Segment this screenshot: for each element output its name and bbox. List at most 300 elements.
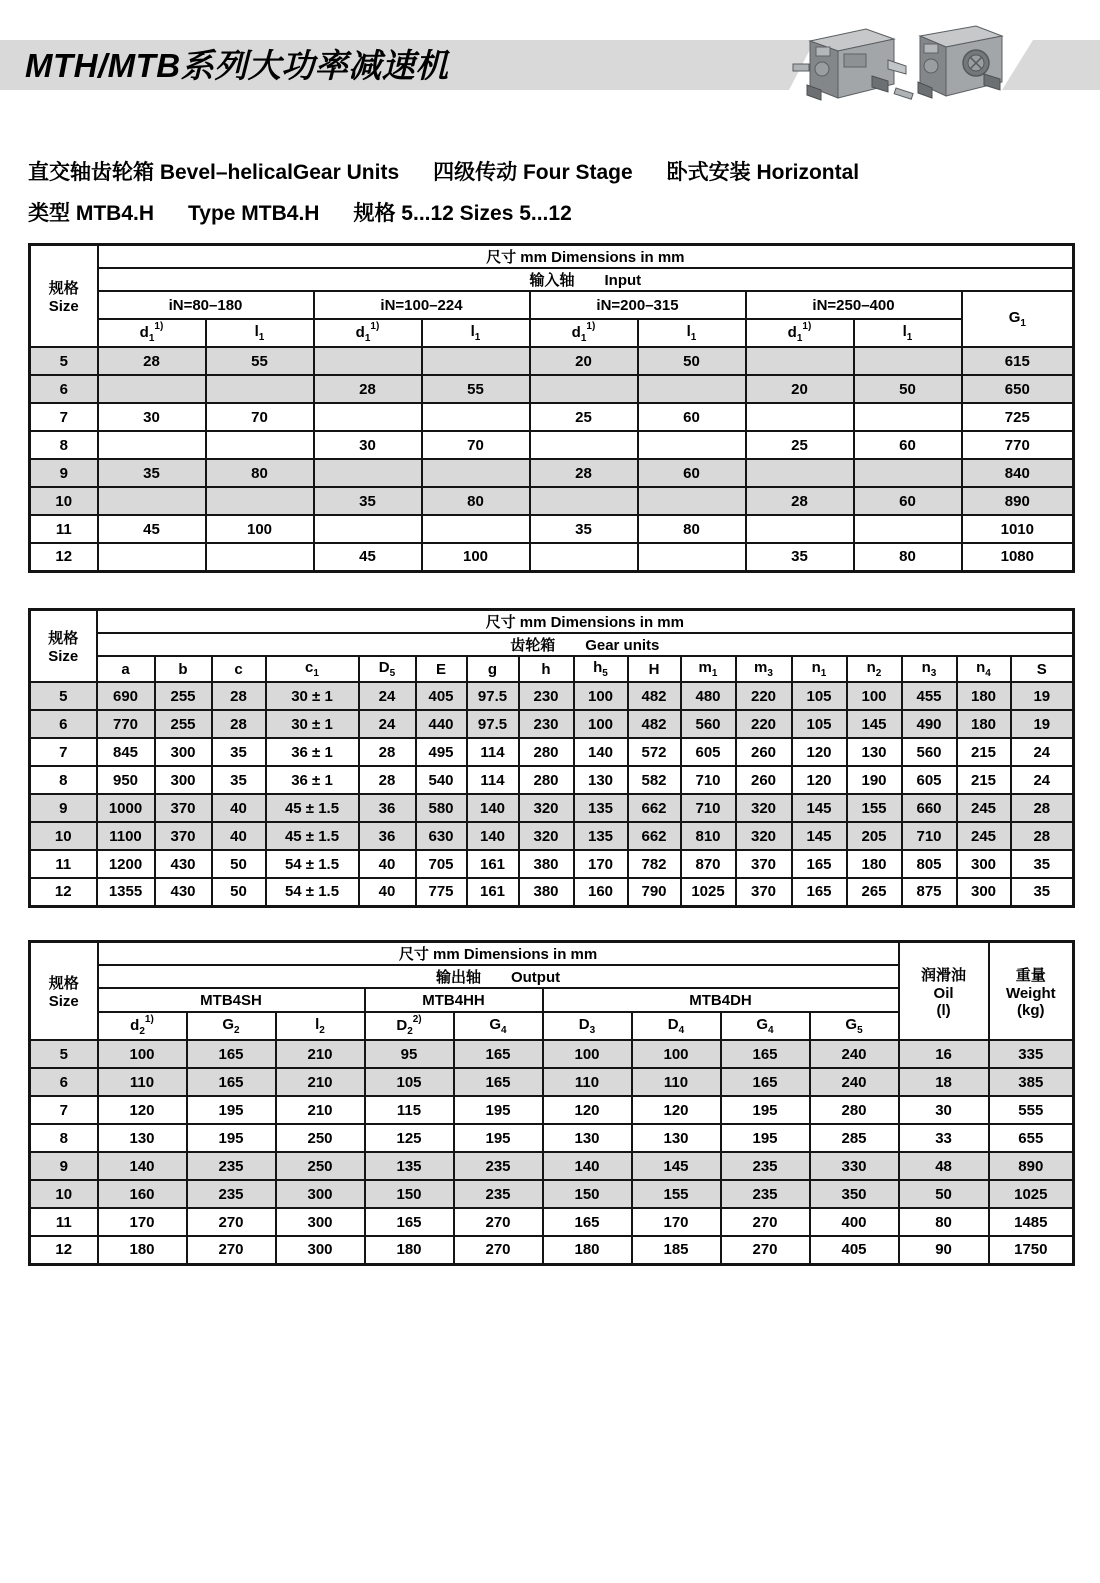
row-size-label: 6 — [30, 710, 97, 738]
dimension-cell: 105 — [792, 682, 847, 710]
dimension-cell: 130 — [574, 766, 628, 794]
dimension-cell: 28 — [1011, 794, 1074, 822]
dimension-cell: 120 — [98, 1096, 187, 1124]
column-header-d1: $d_1^{1)}$ — [530, 319, 638, 347]
dimension-cell: 135 — [365, 1152, 454, 1180]
dimension-cell: 110 — [98, 1068, 187, 1096]
table-row — [30, 459, 1074, 487]
dimension-cell: 1485 — [989, 1208, 1074, 1236]
table-row — [30, 1236, 1074, 1264]
dimensions-header: 尺寸 mm Dimensions in mm — [97, 610, 1074, 634]
dimension-cell — [422, 515, 530, 543]
dimension-cell: 19 — [1011, 710, 1074, 738]
dimension-cell — [98, 431, 206, 459]
row-size-label: 9 — [30, 1152, 98, 1180]
oil-column-header: 润滑油 Oil (l) — [899, 942, 989, 1041]
dimension-cell: 165 — [187, 1040, 276, 1068]
column-header: $G_4$ — [721, 1012, 810, 1040]
column-header-l1: $l_1$ — [638, 319, 746, 347]
row-size-label: 11 — [30, 850, 97, 878]
column-header: H — [628, 656, 681, 682]
column-header: $D_4$ — [632, 1012, 721, 1040]
column-header: $m_3$ — [736, 656, 792, 682]
column-header: $n_1$ — [792, 656, 847, 682]
column-header: $G_5$ — [810, 1012, 899, 1040]
dimension-cell: 950 — [97, 766, 155, 794]
column-header-d1: $d_1^{1)}$ — [314, 319, 422, 347]
dimension-cell: 54 ± 1.5 — [266, 878, 359, 906]
dimension-cell: 115 — [365, 1096, 454, 1124]
dimension-cell — [314, 515, 422, 543]
dimension-cell: 100 — [574, 682, 628, 710]
dimension-cell: 770 — [97, 710, 155, 738]
column-header-l1: $l_1$ — [206, 319, 314, 347]
dimension-cell — [314, 347, 422, 375]
dimension-cell: 36 ± 1 — [266, 766, 359, 794]
dimension-cell: 370 — [736, 850, 792, 878]
row-size-label: 5 — [30, 1040, 98, 1068]
dimension-cell: 662 — [628, 794, 681, 822]
dimension-cell — [638, 375, 746, 403]
dimension-cell: 45 — [98, 515, 206, 543]
weight-column-header: 重量 Weight (kg) — [989, 942, 1074, 1041]
table-row — [30, 403, 1074, 431]
dimension-cell: 320 — [519, 822, 574, 850]
dimension-cell: 1025 — [681, 878, 736, 906]
dimension-cell: 650 — [962, 375, 1074, 403]
column-header: $d_2^{1)}$ — [98, 1012, 187, 1040]
row-size-label: 5 — [30, 682, 97, 710]
dimension-cell: 28 — [359, 766, 416, 794]
dimension-cell: 270 — [721, 1236, 810, 1264]
dimension-cell — [98, 487, 206, 515]
dimension-cell: 140 — [574, 738, 628, 766]
dimension-cell: 320 — [736, 822, 792, 850]
dimension-cell: 170 — [98, 1208, 187, 1236]
dimension-cell: 95 — [365, 1040, 454, 1068]
dimension-cell — [422, 347, 530, 375]
dimension-cell: 280 — [519, 766, 574, 794]
dimension-cell: 97.5 — [467, 682, 519, 710]
subtitle-type-cn: 类型 MTB4.H — [28, 202, 154, 225]
dimension-cell — [422, 459, 530, 487]
dimension-cell: 260 — [736, 738, 792, 766]
table-row — [30, 487, 1074, 515]
dimension-cell: 130 — [847, 738, 902, 766]
dimension-cell: 235 — [187, 1152, 276, 1180]
subtitle-mounting: 卧式安装 Horizontal — [666, 161, 860, 184]
row-size-label: 9 — [30, 794, 97, 822]
dimension-cell: 245 — [957, 822, 1011, 850]
dimension-cell: 50 — [212, 850, 266, 878]
dimension-cell: 120 — [543, 1096, 632, 1124]
dimension-cell: 40 — [359, 850, 416, 878]
dimension-cell: 180 — [365, 1236, 454, 1264]
column-header-d1: $d_1^{1)}$ — [746, 319, 854, 347]
dimension-cell: 45 ± 1.5 — [266, 822, 359, 850]
table-row — [30, 347, 1074, 375]
dimension-cell: 195 — [187, 1096, 276, 1124]
dimension-cell: 145 — [847, 710, 902, 738]
dimension-cell: 25 — [746, 431, 854, 459]
dimension-cell — [854, 515, 962, 543]
dimension-cell: 161 — [467, 850, 519, 878]
column-header: h — [519, 656, 574, 682]
subtitle-gear-type: 直交轴齿轮箱 Bevel–helicalGear Units — [28, 161, 400, 184]
dimension-cell: 195 — [454, 1096, 543, 1124]
dimension-cell: 482 — [628, 710, 681, 738]
dimension-cell: 655 — [989, 1124, 1074, 1152]
dimension-cell: 50 — [854, 375, 962, 403]
table-row — [30, 1068, 1074, 1096]
dimension-cell: 300 — [276, 1208, 365, 1236]
dimension-cell: 240 — [810, 1068, 899, 1096]
column-header: $D_5$ — [359, 656, 416, 682]
dimension-cell: 300 — [276, 1236, 365, 1264]
dimension-cell: 230 — [519, 710, 574, 738]
dimension-cell: 30 — [98, 403, 206, 431]
column-header: $G_4$ — [454, 1012, 543, 1040]
table-row — [30, 1208, 1074, 1236]
dimension-cell: 165 — [721, 1040, 810, 1068]
row-size-label: 12 — [30, 543, 98, 571]
dimension-cell — [746, 347, 854, 375]
dimension-cell: 110 — [632, 1068, 721, 1096]
dimension-cell: 135 — [574, 822, 628, 850]
dimension-cell: 875 — [902, 878, 957, 906]
table-row — [30, 515, 1074, 543]
dimension-cell: 180 — [957, 682, 1011, 710]
dimension-cell: 28 — [314, 375, 422, 403]
dimension-cell — [746, 459, 854, 487]
dimension-cell: 140 — [543, 1152, 632, 1180]
dimension-cell: 35 — [530, 515, 638, 543]
dimension-cell: 705 — [416, 850, 467, 878]
row-size-label: 8 — [30, 1124, 98, 1152]
dimension-cell: 18 — [899, 1068, 989, 1096]
dimension-cell: 140 — [467, 822, 519, 850]
dimension-cell: 190 — [847, 766, 902, 794]
table-row — [30, 850, 1074, 878]
gearbox-isometric-photo-left — [793, 29, 906, 100]
column-header: S — [1011, 656, 1074, 682]
table-row — [30, 1180, 1074, 1208]
dimension-cell: 161 — [467, 878, 519, 906]
dimension-cell: 180 — [98, 1236, 187, 1264]
dimension-cell: 605 — [681, 738, 736, 766]
row-size-label: 10 — [30, 487, 98, 515]
dimension-cell: 80 — [854, 543, 962, 571]
column-header: $h_5$ — [574, 656, 628, 682]
dimension-cell: 145 — [632, 1152, 721, 1180]
dimension-cell: 250 — [276, 1152, 365, 1180]
dimension-cell: 615 — [962, 347, 1074, 375]
dimension-cell: 125 — [365, 1124, 454, 1152]
dimension-cell: 270 — [721, 1208, 810, 1236]
dimension-cell: 195 — [187, 1124, 276, 1152]
dimension-cell — [206, 375, 314, 403]
dimension-cell: 710 — [681, 766, 736, 794]
row-size-label: 5 — [30, 347, 98, 375]
column-header-g1: $G_1$ — [962, 291, 1074, 347]
table-row — [30, 543, 1074, 571]
dimension-cell: 150 — [365, 1180, 454, 1208]
page-title: MTH/MTB系列大功率减速机 — [25, 47, 449, 84]
table-row — [30, 878, 1074, 906]
dimension-cell: 114 — [467, 738, 519, 766]
table-row — [30, 766, 1074, 794]
dimension-cell: 35 — [314, 487, 422, 515]
dimension-cell: 710 — [681, 794, 736, 822]
dimension-cell: 160 — [574, 878, 628, 906]
dimension-cell: 60 — [638, 403, 746, 431]
row-size-label: 12 — [30, 1236, 98, 1264]
dimension-cell: 170 — [574, 850, 628, 878]
dimension-cell: 130 — [543, 1124, 632, 1152]
dimension-cell: 660 — [902, 794, 957, 822]
row-size-label: 10 — [30, 822, 97, 850]
row-size-label: 6 — [30, 1068, 98, 1096]
dimension-cell: 560 — [681, 710, 736, 738]
dimension-cell: 165 — [721, 1068, 810, 1096]
dimension-cell: 70 — [206, 403, 314, 431]
dimension-cell: 380 — [519, 850, 574, 878]
dimension-cell: 400 — [810, 1208, 899, 1236]
dimension-cell: 135 — [574, 794, 628, 822]
dimension-cell: 845 — [97, 738, 155, 766]
dimension-cell: 30 ± 1 — [266, 710, 359, 738]
dimension-cell: 28 — [530, 459, 638, 487]
section-header-input: 输入轴 Input — [98, 268, 1074, 291]
dimension-cell: 28 — [746, 487, 854, 515]
column-header: E — [416, 656, 467, 682]
dimension-cell: 165 — [365, 1208, 454, 1236]
dimension-cell: 805 — [902, 850, 957, 878]
dimension-cell: 28 — [212, 682, 266, 710]
dimension-cell: 370 — [155, 794, 212, 822]
dimension-cell: 205 — [847, 822, 902, 850]
dimension-cell: 90 — [899, 1236, 989, 1264]
subtitle-line-2 — [28, 197, 572, 227]
dimension-cell — [314, 459, 422, 487]
dimension-cell: 35 — [1011, 850, 1074, 878]
dimension-cell: 285 — [810, 1124, 899, 1152]
dimension-cell: 45 ± 1.5 — [266, 794, 359, 822]
dimension-cell: 220 — [736, 682, 792, 710]
dimension-cell: 245 — [957, 794, 1011, 822]
dimension-cell: 180 — [957, 710, 1011, 738]
dimension-cell: 270 — [187, 1208, 276, 1236]
dimension-cell: 170 — [632, 1208, 721, 1236]
dimension-cell — [206, 431, 314, 459]
dimension-cell: 300 — [155, 738, 212, 766]
dimension-cell: 405 — [416, 682, 467, 710]
dimension-cell: 30 — [899, 1096, 989, 1124]
dimension-cell: 28 — [212, 710, 266, 738]
dimension-cell: 235 — [721, 1152, 810, 1180]
dimension-cell: 255 — [155, 710, 212, 738]
dimension-cell: 1200 — [97, 850, 155, 878]
dimension-cell: 28 — [359, 738, 416, 766]
dimension-cell: 130 — [632, 1124, 721, 1152]
dimension-cell: 60 — [638, 459, 746, 487]
row-size-label: 11 — [30, 1208, 98, 1236]
column-header: $n_4$ — [957, 656, 1011, 682]
row-size-label: 11 — [30, 515, 98, 543]
dimension-cell: 255 — [155, 682, 212, 710]
dimension-cell: 230 — [519, 682, 574, 710]
dimension-cell: 105 — [792, 710, 847, 738]
dimension-cell: 335 — [989, 1040, 1074, 1068]
dimension-cell: 28 — [98, 347, 206, 375]
dimension-cell: 490 — [902, 710, 957, 738]
dimension-cell: 80 — [206, 459, 314, 487]
output-shaft-table — [28, 940, 1075, 1266]
dimension-cell: 50 — [212, 878, 266, 906]
column-header: $D_2^{2)}$ — [365, 1012, 454, 1040]
dimension-cell: 1355 — [97, 878, 155, 906]
dimension-cell: 482 — [628, 682, 681, 710]
column-header: $l_2$ — [276, 1012, 365, 1040]
dimension-cell: 24 — [359, 710, 416, 738]
dimension-cell: 775 — [416, 878, 467, 906]
dimension-cell: 725 — [962, 403, 1074, 431]
dimension-cell: 165 — [543, 1208, 632, 1236]
dimension-cell: 330 — [810, 1152, 899, 1180]
dimension-cell: 35 — [98, 459, 206, 487]
group-header-in-range: iN=250–400 — [746, 291, 962, 319]
dimension-cell: 120 — [632, 1096, 721, 1124]
dimension-cell: 235 — [721, 1180, 810, 1208]
dimension-cell: 1100 — [97, 822, 155, 850]
dimension-cell: 195 — [454, 1124, 543, 1152]
dimension-cell: 50 — [638, 347, 746, 375]
dimension-cell: 370 — [736, 878, 792, 906]
dimension-cell: 540 — [416, 766, 467, 794]
dimension-cell: 120 — [792, 738, 847, 766]
dimension-cell: 80 — [899, 1208, 989, 1236]
dimension-cell: 210 — [276, 1096, 365, 1124]
dimension-cell: 240 — [810, 1040, 899, 1068]
subtitle-line-1 — [28, 156, 859, 186]
dimension-cell: 100 — [847, 682, 902, 710]
dimension-cell: 300 — [957, 878, 1011, 906]
table-row — [30, 1096, 1074, 1124]
column-header: $m_1$ — [681, 656, 736, 682]
dimension-cell: 250 — [276, 1124, 365, 1152]
dimension-cell: 145 — [792, 822, 847, 850]
dimension-cell: 97.5 — [467, 710, 519, 738]
dimension-cell — [206, 543, 314, 571]
row-size-label: 12 — [30, 878, 97, 906]
dimension-cell: 35 — [746, 543, 854, 571]
dimension-cell: 100 — [422, 543, 530, 571]
dimension-cell: 260 — [736, 766, 792, 794]
dimension-cell: 100 — [632, 1040, 721, 1068]
dimension-cell: 1010 — [962, 515, 1074, 543]
dimension-cell: 220 — [736, 710, 792, 738]
table-row — [30, 375, 1074, 403]
dimension-cell: 50 — [899, 1180, 989, 1208]
dimension-cell: 70 — [422, 431, 530, 459]
dimension-cell: 19 — [1011, 682, 1074, 710]
dimension-cell — [746, 403, 854, 431]
dimension-cell: 300 — [155, 766, 212, 794]
dimension-cell: 20 — [530, 347, 638, 375]
dimension-cell: 195 — [721, 1124, 810, 1152]
dimension-cell: 265 — [847, 878, 902, 906]
dimension-cell: 35 — [212, 738, 266, 766]
dimension-cell: 380 — [519, 878, 574, 906]
dimension-cell: 300 — [957, 850, 1011, 878]
dimension-cell: 165 — [454, 1068, 543, 1096]
dimension-cell: 350 — [810, 1180, 899, 1208]
row-size-label: 7 — [30, 1096, 98, 1124]
dimension-cell: 54 ± 1.5 — [266, 850, 359, 878]
dimension-cell: 155 — [847, 794, 902, 822]
dimension-cell: 24 — [1011, 738, 1074, 766]
dimension-cell: 430 — [155, 850, 212, 878]
column-header: a — [97, 656, 155, 682]
dimension-cell: 35 — [1011, 878, 1074, 906]
row-size-label: 8 — [30, 766, 97, 794]
column-header: $n_2$ — [847, 656, 902, 682]
column-header-d1: $d_1^{1)}$ — [98, 319, 206, 347]
dimension-cell: 790 — [628, 878, 681, 906]
dimension-cell: 165 — [792, 850, 847, 878]
dimension-cell: 270 — [454, 1236, 543, 1264]
dimension-cell: 165 — [454, 1040, 543, 1068]
dimension-cell: 300 — [276, 1180, 365, 1208]
dimension-cell: 215 — [957, 766, 1011, 794]
dimension-cell: 33 — [899, 1124, 989, 1152]
dimension-cell: 155 — [632, 1180, 721, 1208]
dimension-cell: 320 — [519, 794, 574, 822]
column-header: g — [467, 656, 519, 682]
dimension-cell — [530, 543, 638, 571]
dimension-cell: 405 — [810, 1236, 899, 1264]
dimension-cell: 55 — [206, 347, 314, 375]
dimension-cell: 150 — [543, 1180, 632, 1208]
dimension-cell: 16 — [899, 1040, 989, 1068]
dimension-cell: 195 — [721, 1096, 810, 1124]
dimensions-header: 尺寸 mm Dimensions in mm — [98, 942, 899, 966]
dimension-cell: 60 — [854, 431, 962, 459]
section-header-output: 输出轴 Output — [98, 965, 899, 988]
row-size-label: 10 — [30, 1180, 98, 1208]
dimension-cell: 1750 — [989, 1236, 1074, 1264]
dimension-cell — [854, 459, 962, 487]
dimension-cell: 110 — [543, 1068, 632, 1096]
row-size-label: 7 — [30, 738, 97, 766]
dimension-cell — [530, 375, 638, 403]
dimension-cell — [206, 487, 314, 515]
dimension-cell: 120 — [792, 766, 847, 794]
group-header-in-range: iN=100–224 — [314, 291, 530, 319]
dimension-cell: 35 — [212, 766, 266, 794]
dimension-cell: 180 — [543, 1236, 632, 1264]
table-row — [30, 1152, 1074, 1180]
dimension-cell: 455 — [902, 682, 957, 710]
dimension-cell — [98, 543, 206, 571]
dimension-cell: 235 — [454, 1180, 543, 1208]
dimension-cell: 1025 — [989, 1180, 1074, 1208]
dimension-cell: 114 — [467, 766, 519, 794]
table-row — [30, 738, 1074, 766]
dimension-cell: 215 — [957, 738, 1011, 766]
dimension-cell — [314, 403, 422, 431]
dimension-cell — [854, 403, 962, 431]
